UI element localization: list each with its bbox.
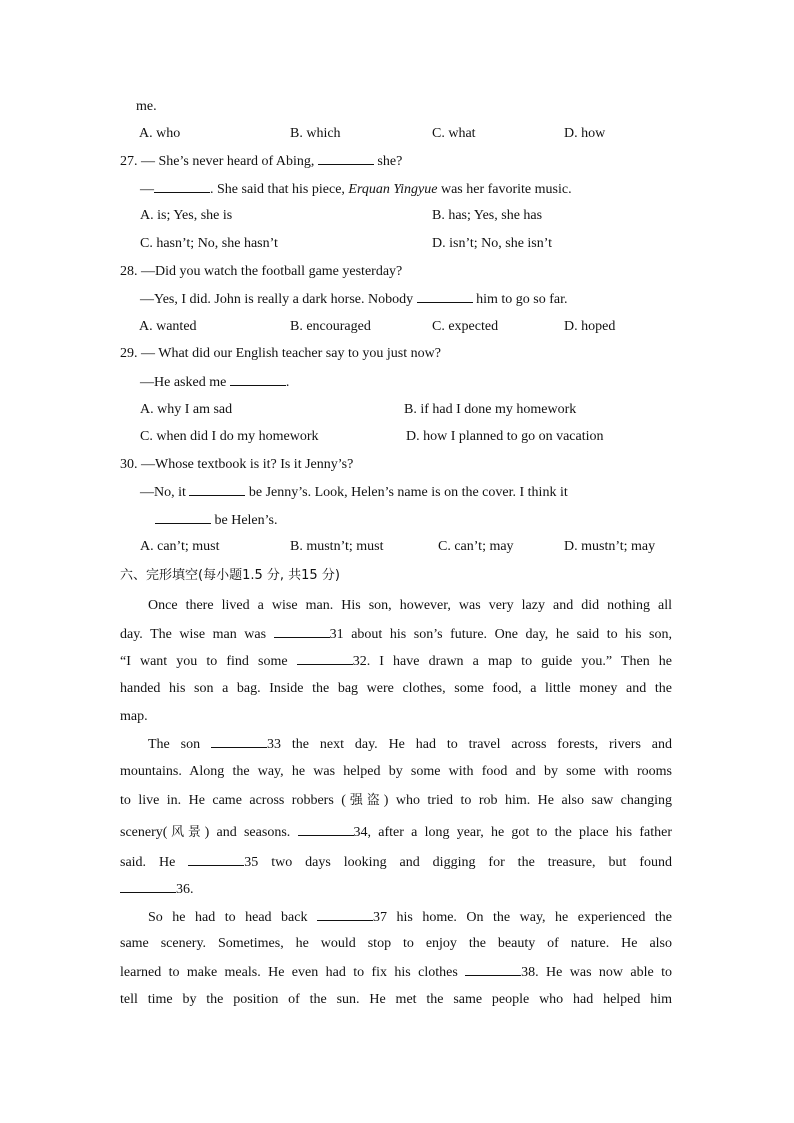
q29-blank[interactable] (230, 373, 286, 386)
q30-option-c: C. can’t; may (438, 539, 514, 554)
q30-line3: be Helen’s. (155, 511, 277, 530)
q30-option-d: D. mustn’t; may (564, 539, 656, 554)
p1-line4: handed his son a bag. Inside the bag were clothes, some food, a little money and the (120, 681, 672, 696)
q27-blank-2[interactable] (154, 180, 210, 193)
q27-option-a: A. is; Yes, she is (140, 208, 233, 223)
p1-line3: “I want you to find some 32. I have drawn a map to guide you.” Then he (120, 654, 673, 669)
q29-line1: 29. — What did our English teacher say to you just now? (120, 346, 441, 361)
q30-blank-2[interactable] (155, 511, 211, 524)
q27-line1: 27. — She’s never heard of Abing, she? (120, 154, 403, 169)
blank-34[interactable] (298, 823, 354, 836)
p2-line1: The son 33 the next day. He had to travel across forests, rivers and (148, 737, 672, 752)
p3-line3: learned to make meals. He even had to fix his clothes 38. He was now able to (120, 965, 672, 980)
q28-option-c: C. expected (432, 319, 499, 334)
blank-38[interactable] (465, 963, 521, 976)
q27-blank-1[interactable] (318, 152, 374, 165)
q29-option-d: D. how I planned to go on vacation (406, 429, 604, 444)
q30-line2: —No, it be Jenny’s. Look, Helen’s name is on the cover. I think it (140, 485, 568, 500)
p1-line5: map. (120, 709, 148, 724)
section-heading: 六、完形填空(每小题1.5 分, 共15 分) (120, 568, 340, 583)
q27-line2: — . She said that his piece, Erquan Yingyue was her favorite music. (140, 182, 572, 197)
p3-line2: same scenery. Sometimes, he would stop to enjoy the beauty of nature. He also (120, 936, 672, 951)
q29-option-a: A. why I am sad (140, 402, 233, 417)
blank-32[interactable] (297, 652, 353, 665)
q26-option-a: A. who (139, 126, 181, 141)
q26-option-d: D. how (564, 126, 606, 141)
p3-line1: So he had to head back 37 his home. On the way, he experienced the (148, 910, 673, 925)
blank-37[interactable] (317, 908, 373, 921)
q29-option-b: B. if had I done my homework (404, 402, 577, 417)
p1-line1: Once there lived a wise man. His son, however, was very lazy and did nothing all (148, 598, 672, 613)
piece-title: Erquan Yingyue (348, 182, 438, 197)
blank-36[interactable] (120, 880, 176, 893)
q28-line1: 28. —Did you watch the football game yesterday? (120, 264, 403, 279)
q27-option-c: C. hasn’t; No, she hasn’t (140, 236, 278, 251)
blank-35[interactable] (188, 853, 244, 866)
q28-line2: —Yes, I did. John is really a dark horse. Nobody him to go so far. (140, 292, 568, 307)
q29-option-c: C. when did I do my homework (140, 429, 319, 444)
q28-option-a: A. wanted (139, 319, 197, 334)
q30-blank-1[interactable] (189, 483, 245, 496)
p2-line5: said. He 35 two days looking and digging for the treasure, but found (120, 855, 672, 870)
p2-line4: scenery(风景) and seasons. 34, after a long year, he got to the place his father (120, 825, 672, 840)
q29-line2: —He asked me . (140, 375, 290, 390)
q26-option-b: B. which (290, 126, 341, 141)
q27-option-d: D. isn’t; No, she isn’t (432, 236, 553, 251)
q26-tail: me. (136, 99, 157, 114)
p3-line4: tell time by the position of the sun. He met the same people who had helped him (120, 992, 672, 1007)
q30-option-b: B. mustn’t; must (290, 539, 384, 554)
q30-line1: 30. —Whose textbook is it? Is it Jenny’s? (120, 457, 354, 472)
p2-line2: mountains. Along the way, he was helped by some with food and by some with rooms (120, 764, 672, 779)
q27-option-b: B. has; Yes, she has (432, 208, 543, 223)
q28-option-b: B. encouraged (290, 319, 371, 334)
q28-option-d: D. hoped (564, 319, 616, 334)
q26-option-c: C. what (432, 126, 476, 141)
blank-31[interactable] (274, 625, 330, 638)
p2-line3: to live in. He came across robbers (强盗) who tried to rob him. He also saw changing (120, 793, 672, 808)
blank-33[interactable] (211, 735, 267, 748)
q30-option-a: A. can’t; must (140, 539, 220, 554)
p1-line2: day. The wise man was 31 about his son’s future. One day, he said to his son, (120, 627, 673, 642)
q28-blank[interactable] (417, 290, 473, 303)
p2-line6: 36. (120, 880, 194, 899)
